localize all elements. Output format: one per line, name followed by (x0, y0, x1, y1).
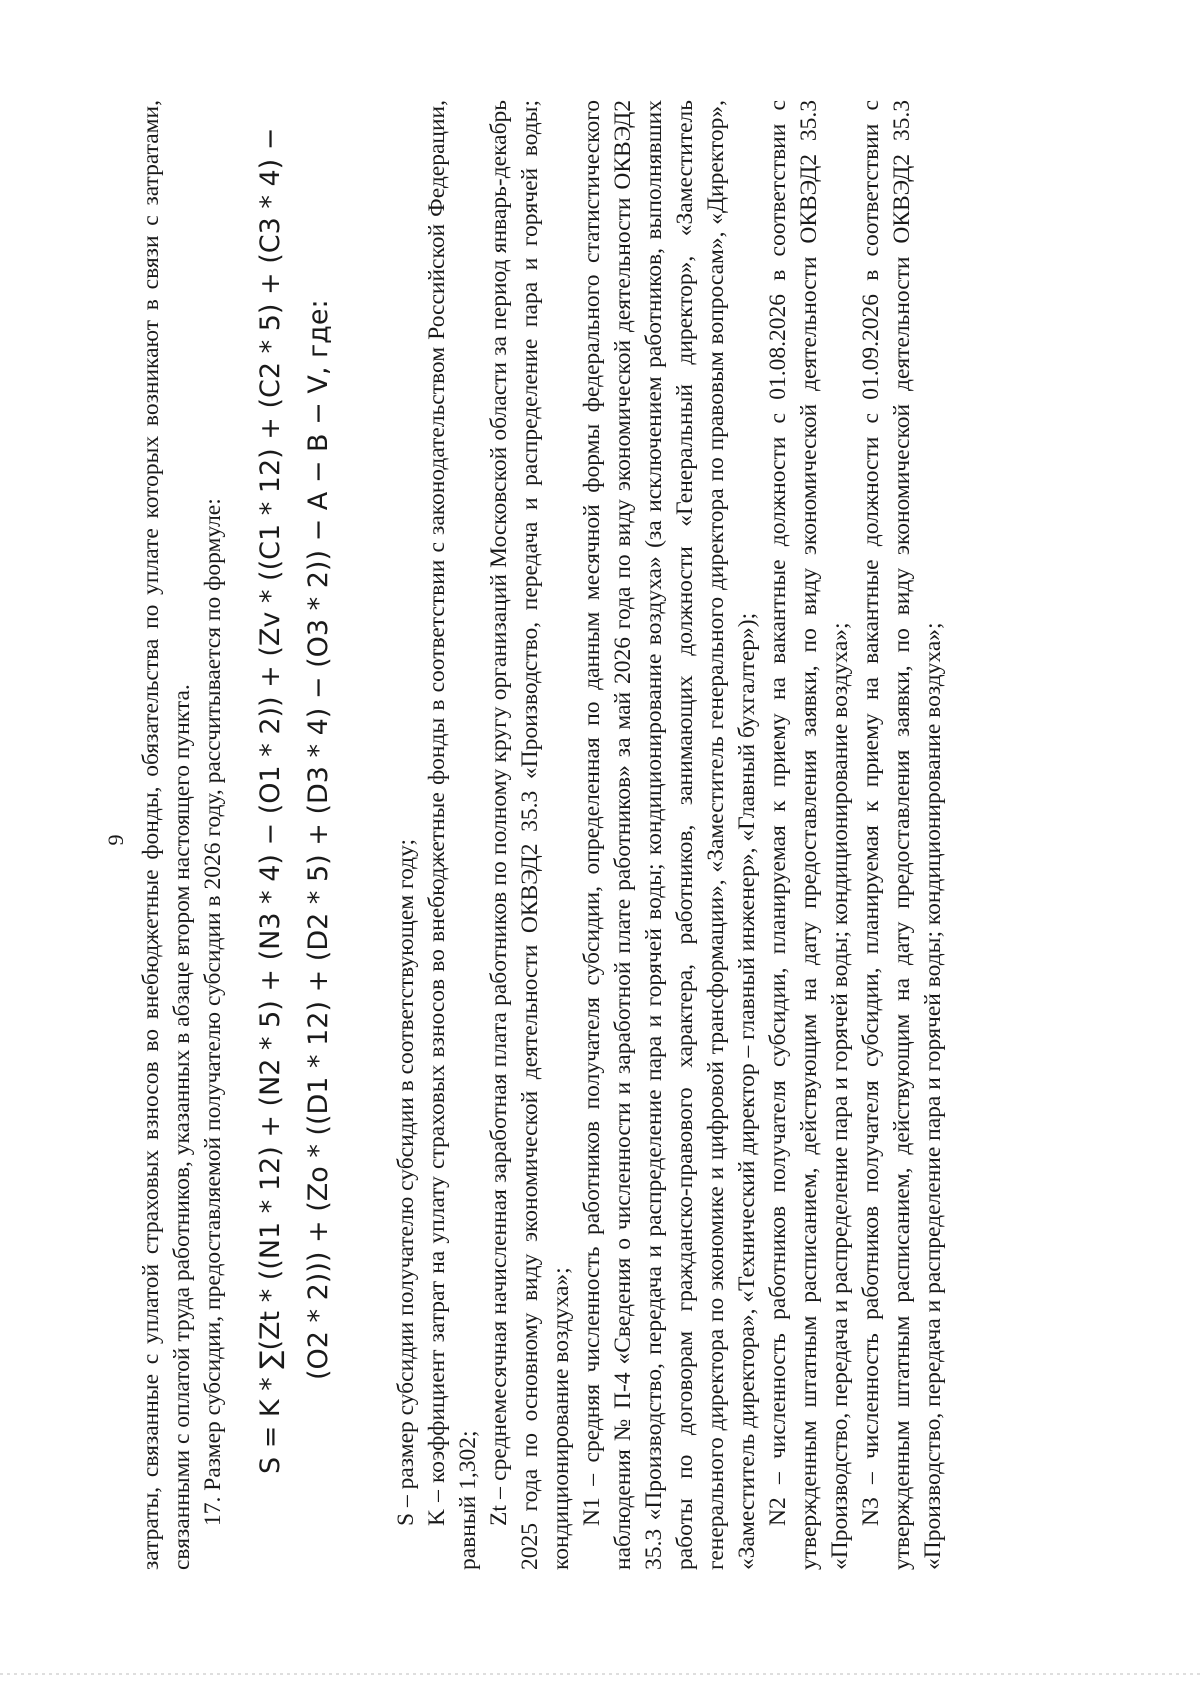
formula-line-2: (O2 * 2))) + (Zo * ((D1 * 12) + (D2 * 5) + (D3 * 4) − (O3 * 2)) − A − B − V, где: (303, 299, 334, 1380)
paragraph-item-17: 17. Размер субсидии, предоставляемой получателю субсидии в 2026 году, рассчитывается по формуле: (200, 498, 226, 1526)
definition-s: S – размер субсидии получателю субсидии в соответствующем году; (393, 838, 419, 1526)
definition-k: K – коэффициент затрат на уплату страховых взносов во внебюджетные фонды в соответствии с законодательством Российской Федерации, равный 1,302; (424, 100, 481, 1570)
scan-artifact-line (0, 1673, 1200, 1675)
subsidy-formula (247, 100, 343, 1570)
definition-n3: N3 – численность работников получателя субсидии, планируемая к приему на вакантные должности с 01.09.2026 в соответствии с утвержденным штатным расписанием, действующим на дату предоставления заявки, по виду экономической деятельности ОКВЭД2 35.3 «Производство, передача и распределение пара и горячей воды; кондиционирование воздуха»; (858, 100, 946, 1570)
definition-n1: N1 – средняя численность работников получателя субсидии, определенная по данным месячной формы федерального статистического наблюдения № П-4 «Сведения о численности и заработной плате работников» за май 2026 года по виду экономической деятельности ОКВЭД2 35.3 «Производство, передача и распределение пара и горячей воды; кондиционирование воздуха» (за исключением работников, выполнявших работы по договорам гражданско-правового характера, работников, занимающих должности «Генеральный директор», «Заместитель генерального директора по экономике и цифровой трансформации», «Заместитель генерального директора по правовым вопросам», «Директор», «Заместитель директора», «Технический директор – главный инженер», «Главный бухгалтер»); (579, 100, 760, 1570)
document-body (136, 100, 949, 1570)
formula-line-1: S = K * ∑(Zt * ((N1 * 12) + (N2 * 5) + (N3 * 4) − (O1 * 2)) + (Zv * ((C1 * 12) + (C2 * 5) + (C3 * 4) − (255, 127, 286, 1474)
paragraph-continuation: затраты, связанные с уплатой страховых взносов во внебюджетные фонды, обязательства по уплате которых возникают в связи с затратами, связанными с оплатой труда работников, указанных в абзаце втором настоящего пункта. (138, 100, 195, 1570)
page-number: 9 (103, 834, 128, 846)
definition-zt: Zt – среднемесячная начисленная заработная плата работников по полному кругу организаций Московской области за период январь-декабрь 2025 года по основному виду экономической деятельности ОКВЭД2 35.3 «Производство, передача и распределение пара и горячей воды; кондиционирование воздуха»; (486, 100, 574, 1570)
definition-n2: N2 – численность работников получателя субсидии, планируемая к приему на вакантные должности с 01.08.2026 в соответствии с утвержденным штатным расписанием, действующим на дату предоставления заявки, по виду экономической деятельности ОКВЭД2 35.3 «Производство, передача и распределение пара и горячей воды; кондиционирование воздуха»; (765, 100, 853, 1570)
rotated-page-content (100, 60, 1110, 1620)
